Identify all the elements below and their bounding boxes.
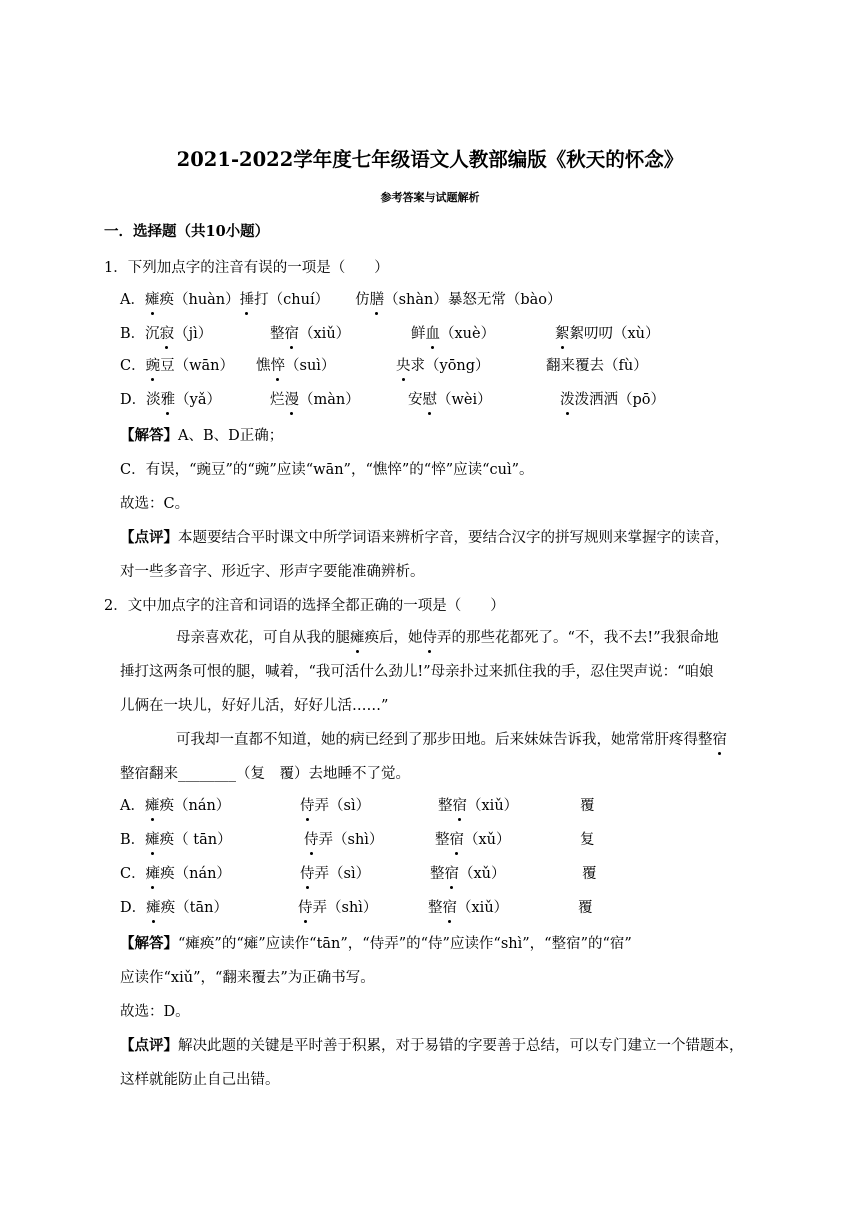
q1-option-b-3: 鲜血（xuè） (411, 326, 496, 342)
q2-comment: 【点评】解决此题的关键是平时善于积累，对于易错的字要善于总结，可以专门建立一个错题本， (120, 1037, 744, 1054)
q2-stem: 2．文中加点字的注音和词语的选择全都正确的一项是（ ） (104, 598, 505, 614)
q2-option-b-4: 复 (580, 832, 595, 848)
q1-choice: 故选：C。 (120, 496, 190, 512)
q2-comment-cont: 这样就能防止自己出错。 (120, 1072, 280, 1088)
q2-option-d-3: 整宿（xiǔ） (428, 900, 509, 916)
q1-comment-cont: 对一些多音字、形近字、形声字要能准确辨析。 (120, 564, 425, 580)
q1-option-d-3: 安慰（wèi） (408, 392, 492, 408)
document-title: 2021-2022学年度七年级语文人教部编版《秋天的怀念》 (176, 148, 684, 171)
q2-option-c-4: 覆 (582, 866, 597, 882)
q1-option-d-4: 泼泼洒洒（pō） (560, 392, 666, 408)
q2-option-d-4: 覆 (578, 900, 593, 916)
q2-option-b: B．瘫痪（ tān） (120, 832, 232, 848)
q1-option-c-3: 央求（yōng） (396, 358, 490, 374)
q2-option-a-3: 整宿（xiǔ） (438, 798, 519, 814)
q1-comment: 【点评】本题要结合平时课文中所学词语来辨析字音，要结合汉字的拼写规则来掌握字的读音， (120, 529, 729, 546)
q2-passage-line4: 可我却一直都不知道，她的病已经到了那步田地。后来妹妹告诉我，她常常肝疼得整宿 (176, 732, 727, 748)
q1-option-b-4: 絮絮叨叨（xù） (555, 326, 660, 342)
q2-option-a: A．瘫痪（nán） (120, 798, 231, 814)
q1-option-c-4: 翻来覆去（fù） (546, 358, 648, 374)
fill-blank: ________ (178, 766, 236, 782)
q1-option-b-2: 整宿（xiǔ） (270, 326, 351, 342)
q1-option-c-2: 憔悴（suì） (256, 358, 336, 374)
section-heading: 一．选择题（共10小题） (104, 223, 270, 240)
q2-option-c: C．瘫痪（nán） (120, 866, 231, 882)
q2-option-d: D．瘫痪（tān） (120, 900, 228, 916)
q1-answer-detail: C．有误，“豌豆”的“豌”应读“wān”，“憔悴”的“悴”应读“cuì”。 (120, 462, 534, 478)
q1-option-b: B．沉寂（jì） (120, 326, 213, 342)
q2-passage-line3: 儿俩在一块儿，好好儿活，好好儿活……” (120, 698, 389, 714)
q2-passage-line5: 整宿翻来________（复 覆）去地睡不了觉。 (120, 766, 410, 782)
q2-option-a-2: 侍弄（sì） (300, 798, 371, 814)
q1-option-d-2: 烂漫（màn） (270, 392, 360, 408)
q2-option-c-2: 侍弄（sì） (300, 866, 371, 882)
q2-option-c-3: 整宿（xǔ） (430, 866, 506, 882)
q2-option-a-4: 覆 (580, 798, 595, 814)
q1-answer: 【解答】A、B、D正确； (120, 427, 284, 444)
document-subtitle: 参考答案与试题解析 (380, 191, 480, 204)
q1-option-d: D．淡雅（yǎ） (120, 392, 221, 408)
q2-option-b-3: 整宿（xǔ） (435, 832, 511, 848)
q2-option-b-2: 侍弄（shì） (304, 832, 384, 848)
q2-answer: 【解答】“瘫痪”的“瘫”应读作“tān”，“侍弄”的“侍”应读作“shì”，“整宿”的“宿” (120, 935, 632, 952)
q2-answer-cont: 应读作“xiǔ”，“翻来覆去”为正确书写。 (120, 970, 375, 986)
q1-stem: 1．下列加点字的注音有误的一项是（ ） (104, 260, 389, 276)
q2-option-d-2: 侍弄（shì） (298, 900, 378, 916)
q1-option-c: C．豌豆（wān） (120, 358, 235, 374)
q2-choice: 故选：D。 (120, 1004, 190, 1020)
q2-passage-line1: 母亲喜欢花，可自从我的腿瘫痪后，她侍弄的那些花都死了。“不，我不去!”我狠命地 (176, 630, 719, 646)
q2-passage-line2: 捶打这两条可恨的腿，喊着，“我可活什么劲儿!”母亲扑过来抓住我的手，忍住哭声说：“咱娘 (120, 664, 714, 680)
q1-option-a: A．瘫痪（huàn）捶打（chuí） 仿膳（shàn）暴怒无常（bào） (120, 292, 562, 308)
